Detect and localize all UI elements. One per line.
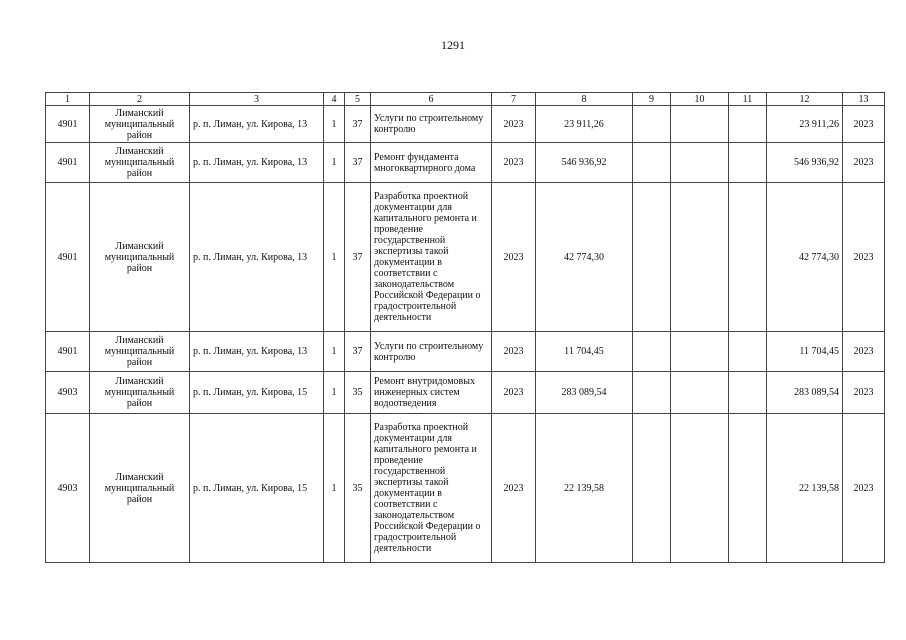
- column-header: 3: [190, 93, 324, 106]
- table-row: [46, 372, 885, 414]
- cell-col4: 1: [324, 332, 345, 372]
- cell-district: Лиманский муниципальный район: [90, 143, 190, 183]
- cell-total: 23 911,26: [767, 106, 843, 143]
- column-header: 8: [536, 93, 633, 106]
- cell-col9: [633, 372, 671, 414]
- cell-district: Лиманский муниципальный район: [90, 106, 190, 143]
- cell-col11: [729, 183, 767, 332]
- cell-col9: [633, 183, 671, 332]
- cell-col11: [729, 143, 767, 183]
- cell-district: Лиманский муниципальный район: [90, 183, 190, 332]
- cell-col9: [633, 332, 671, 372]
- column-header: 2: [90, 93, 190, 106]
- cell-cost: 42 774,30: [536, 183, 633, 332]
- cell-id: 4901: [46, 106, 90, 143]
- cell-work-type: Ремонт внутридомовых инженерных систем водоотведения: [371, 372, 492, 414]
- cell-cost: 546 936,92: [536, 143, 633, 183]
- cell-year: 2023: [492, 106, 536, 143]
- cell-id: 4901: [46, 183, 90, 332]
- cell-address: р. п. Лиман, ул. Кирова, 13: [190, 106, 324, 143]
- cell-district: Лиманский муниципальный район: [90, 414, 190, 563]
- cell-work-type: Услуги по строительному контролю: [371, 332, 492, 372]
- column-header: 13: [843, 93, 885, 106]
- cell-col5: 37: [345, 183, 371, 332]
- cell-district: Лиманский муниципальный район: [90, 372, 190, 414]
- cell-work-type: Разработка проектной документации для капитального ремонта и проведение государственной экспертизы такой документации в соответствии с законодательством Российской Федерации о градостроительной деятельности: [371, 183, 492, 332]
- cell-col5: 37: [345, 106, 371, 143]
- cell-total: 42 774,30: [767, 183, 843, 332]
- cell-year: 2023: [492, 414, 536, 563]
- column-header: 1: [46, 93, 90, 106]
- cell-id: 4901: [46, 332, 90, 372]
- column-header: 10: [671, 93, 729, 106]
- cell-work-type: Разработка проектной документации для капитального ремонта и проведение государственной экспертизы такой документации в соответствии с законодательством Российской Федерации о градостроительной деятельности: [371, 414, 492, 563]
- cell-col4: 1: [324, 414, 345, 563]
- cell-year: 2023: [492, 372, 536, 414]
- cell-col10: [671, 414, 729, 563]
- cell-col10: [671, 106, 729, 143]
- cell-col10: [671, 183, 729, 332]
- table-row: [46, 106, 885, 143]
- cell-address: р. п. Лиман, ул. Кирова, 15: [190, 372, 324, 414]
- column-header: 4: [324, 93, 345, 106]
- table-row: [46, 332, 885, 372]
- cell-end-year: 2023: [843, 106, 885, 143]
- cell-end-year: 2023: [843, 332, 885, 372]
- header-row: [46, 93, 885, 106]
- cell-col5: 35: [345, 414, 371, 563]
- page-number: 1291: [441, 38, 465, 52]
- cell-total: 22 139,58: [767, 414, 843, 563]
- cell-col5: 35: [345, 372, 371, 414]
- cell-col9: [633, 106, 671, 143]
- cell-end-year: 2023: [843, 414, 885, 563]
- cell-end-year: 2023: [843, 143, 885, 183]
- cell-col11: [729, 332, 767, 372]
- cell-address: р. п. Лиман, ул. Кирова, 13: [190, 332, 324, 372]
- cell-id: 4903: [46, 414, 90, 563]
- cell-district: Лиманский муниципальный район: [90, 332, 190, 372]
- cell-end-year: 2023: [843, 372, 885, 414]
- column-header: 5: [345, 93, 371, 106]
- cell-cost: 11 704,45: [536, 332, 633, 372]
- table-row: [46, 414, 885, 563]
- column-header: 11: [729, 93, 767, 106]
- cell-total: 283 089,54: [767, 372, 843, 414]
- cell-col11: [729, 414, 767, 563]
- cell-year: 2023: [492, 183, 536, 332]
- cell-work-type: Ремонт фундамента многоквартирного дома: [371, 143, 492, 183]
- cell-col9: [633, 414, 671, 563]
- cell-address: р. п. Лиман, ул. Кирова, 15: [190, 414, 324, 563]
- cell-id: 4901: [46, 143, 90, 183]
- cell-total: 546 936,92: [767, 143, 843, 183]
- cell-year: 2023: [492, 332, 536, 372]
- table-row: [46, 143, 885, 183]
- column-header: 12: [767, 93, 843, 106]
- column-header: 9: [633, 93, 671, 106]
- registry-table: [45, 92, 885, 563]
- cell-col4: 1: [324, 143, 345, 183]
- cell-col4: 1: [324, 372, 345, 414]
- cell-address: р. п. Лиман, ул. Кирова, 13: [190, 143, 324, 183]
- cell-work-type: Услуги по строительному контролю: [371, 106, 492, 143]
- cell-cost: 283 089,54: [536, 372, 633, 414]
- cell-col4: 1: [324, 183, 345, 332]
- table-row: [46, 183, 885, 332]
- cell-col4: 1: [324, 106, 345, 143]
- cell-cost: 23 911,26: [536, 106, 633, 143]
- cell-col10: [671, 372, 729, 414]
- cell-year: 2023: [492, 143, 536, 183]
- cell-col5: 37: [345, 143, 371, 183]
- cell-col10: [671, 332, 729, 372]
- cell-total: 11 704,45: [767, 332, 843, 372]
- cell-col10: [671, 143, 729, 183]
- cell-col5: 37: [345, 332, 371, 372]
- cell-address: р. п. Лиман, ул. Кирова, 13: [190, 183, 324, 332]
- column-header: 6: [371, 93, 492, 106]
- cell-col9: [633, 143, 671, 183]
- cell-col11: [729, 106, 767, 143]
- cell-col11: [729, 372, 767, 414]
- cell-id: 4903: [46, 372, 90, 414]
- cell-cost: 22 139,58: [536, 414, 633, 563]
- column-header: 7: [492, 93, 536, 106]
- cell-end-year: 2023: [843, 183, 885, 332]
